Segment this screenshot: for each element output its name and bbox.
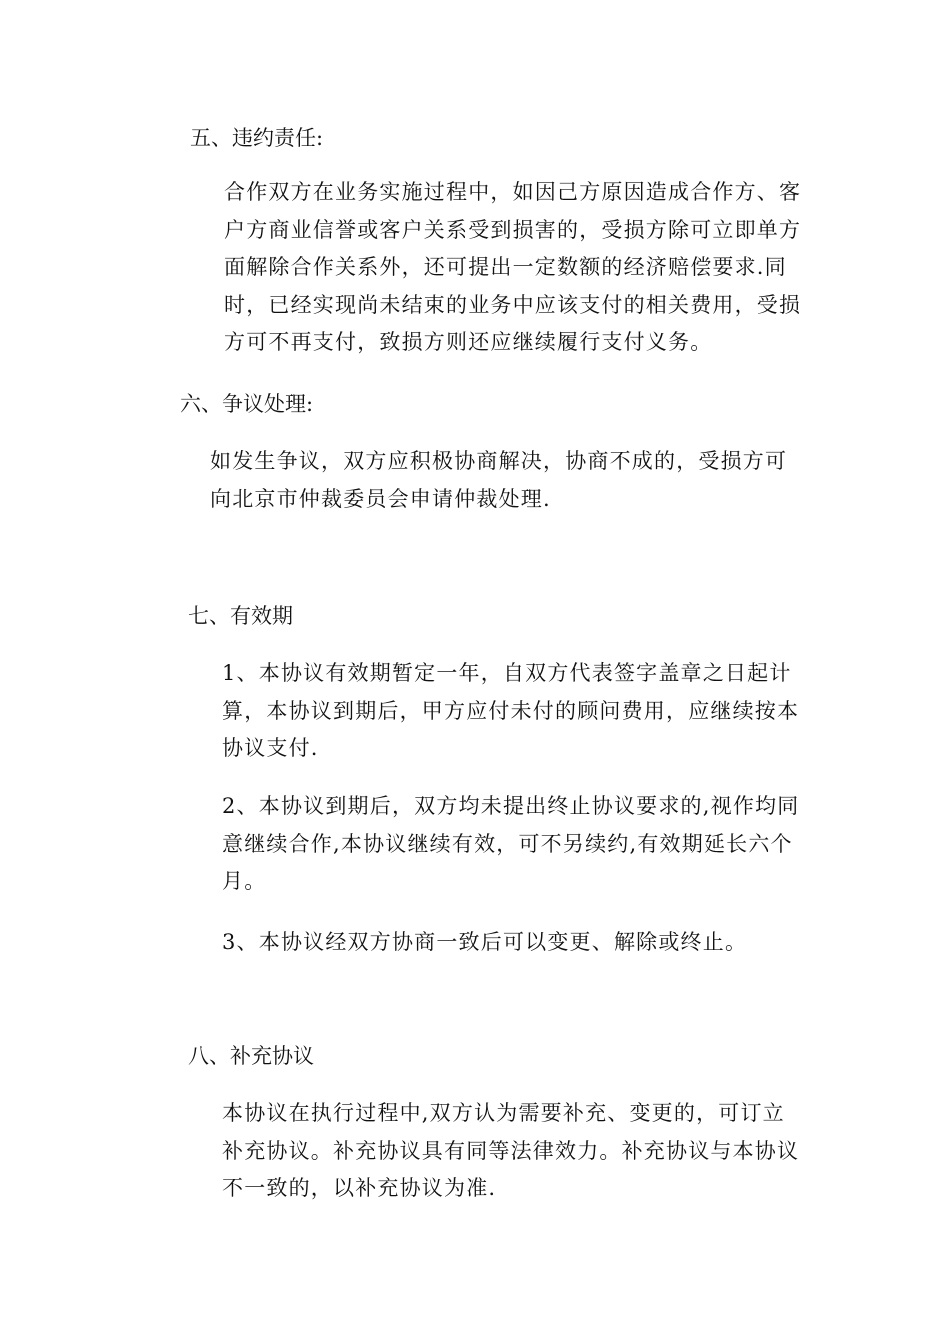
- paragraph: [222, 1095, 799, 1208]
- paragraph-line: 本协议在执行过程中,双方认为需要补充、变更的，可订立: [222, 1101, 785, 1125]
- paragraph-line: 意继续合作,本协议继续有效，可不另续约,有效期延长六个: [222, 831, 793, 856]
- paragraph-line: 1、本协议有效期暂定一年，自双方代表签字盖章之日起计: [222, 661, 792, 685]
- paragraph-line: 补充协议。补充协议具有同等法律效力。补充协议与本协议: [222, 1138, 800, 1163]
- section-heading: 八、补充协议: [188, 1044, 314, 1068]
- paragraph-line: 月。: [222, 869, 267, 893]
- paragraph-line: 向北京市仲裁委员会申请仲裁处理.: [210, 486, 551, 511]
- paragraph-line: 面解除合作关系外，还可提出一定数额的经济赔偿要求.同: [224, 255, 787, 279]
- paragraph: [210, 443, 787, 518]
- paragraph: [222, 655, 799, 768]
- paragraph-line: 协议支付.: [222, 736, 319, 760]
- paragraph-line: 算，本协议到期后，甲方应付未付的顾问费用，应继续按本: [222, 698, 800, 723]
- paragraph-line: 如发生争议，双方应积极协商解决，协商不成的，受损方可: [210, 449, 788, 473]
- paragraph-line: 户方商业信誉或客户关系受到损害的，受损方除可立即单方: [224, 217, 802, 242]
- paragraph-line: 2、本协议到期后，双方均未提出终止协议要求的,视作均同: [222, 794, 800, 818]
- section-heading: 六、争议处理:: [180, 392, 314, 416]
- paragraph-line: 不一致的，以补充协议为准.: [222, 1176, 497, 1200]
- paragraph: [222, 924, 747, 962]
- section-heading: 七、有效期: [188, 604, 293, 628]
- paragraph-line: 方可不再支付，致损方则还应继续履行支付义务。: [224, 330, 713, 354]
- paragraph: [222, 788, 799, 901]
- paragraph-line: 时，已经实现尚未结束的业务中应该支付的相关费用，受损: [224, 292, 802, 317]
- section-heading: 五、违约责任:: [190, 126, 324, 150]
- paragraph: [224, 174, 801, 362]
- paragraph-line: 3、本协议经双方协商一致后可以变更、解除或终止。: [222, 930, 748, 954]
- paragraph-line: 合作双方在业务实施过程中，如因己方原因造成合作方、客: [224, 180, 802, 204]
